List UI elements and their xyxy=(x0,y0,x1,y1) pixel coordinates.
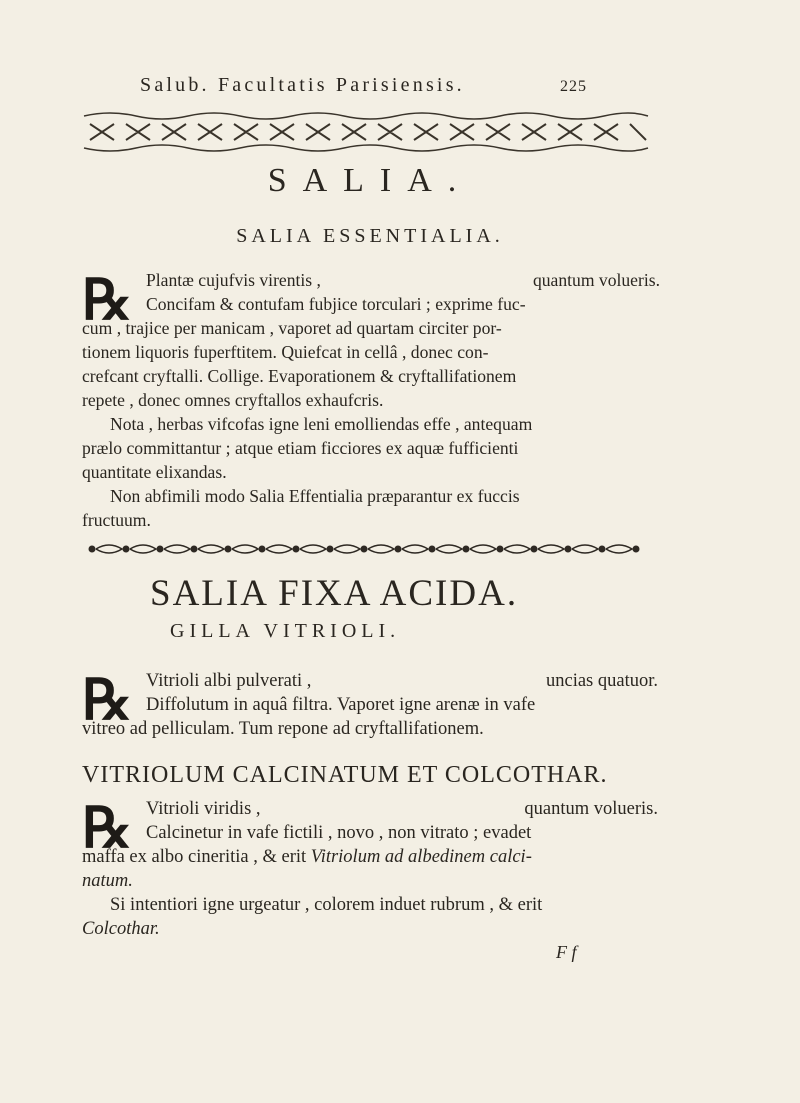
ingredient: Vitrioli viridis , xyxy=(146,799,261,819)
section-title-salia: SALIA. xyxy=(267,162,473,199)
quantity: quantum volueris. xyxy=(524,799,658,819)
section-title-salia-fixa-acida: SALIA FIXA ACIDA. xyxy=(150,573,519,614)
text-line: cum , trajice per manicam , vaporet ad quartam circiter por- xyxy=(82,318,502,338)
text-line: prælo committantur ; atque etiam ficciores ex aquæ fufficienti xyxy=(82,438,519,458)
text-line xyxy=(82,848,662,867)
section-subtitle-gilla-vitrioli: GILLA VITRIOLI. xyxy=(170,620,401,642)
flourish-divider xyxy=(82,540,654,558)
text-line: tionem liquoris fuperftitem. Quiefcat in cellâ , donec con- xyxy=(82,342,489,362)
text-line: Calcinetur in vafe fictili , novo , non vitrato ; evadet xyxy=(146,823,532,843)
text-line: Si intentiori igne urgeatur , colorem induet rubrum , & erit xyxy=(110,895,543,915)
text-line: Nota , herbas vifcofas igne leni emolliendas effe , antequam xyxy=(110,414,533,434)
italic-term: Vitriolum ad albedinem calci- xyxy=(310,847,532,867)
ingredient: Vitrioli albi pulverati , xyxy=(146,671,312,691)
text-line: Non abfimili modo Salia Effentialia præparantur ex fuccis xyxy=(110,486,520,506)
text-line xyxy=(146,800,658,819)
ornamental-headpiece xyxy=(80,110,652,154)
recipe-mark: ℞ xyxy=(82,667,133,733)
recipe-mark: ℞ xyxy=(82,267,133,333)
page-number: 225 xyxy=(560,78,587,95)
recipe-mark: ℞ xyxy=(82,795,133,861)
italic-term: natum. xyxy=(82,871,133,891)
text-line: fructuum. xyxy=(82,510,151,530)
text-line xyxy=(146,672,658,691)
text-line: vitreo ad pelliculam. Tum repone ad cryftallifationem. xyxy=(82,719,484,739)
text-run: maffa ex albo cineritia , & erit xyxy=(82,847,307,867)
text-line: Diffolutum in aquâ filtra. Vaporet igne arenæ in vafe xyxy=(146,695,536,715)
section-title-vitriolum-calcinatum: VITRIOLUM CALCINATUM ET COLCOTHAR. xyxy=(82,762,608,788)
text-line xyxy=(146,272,660,290)
text-line: crefcant cryftalli. Collige. Evaporationem & cryftallifationem xyxy=(82,366,517,386)
signature-mark: F f xyxy=(556,942,577,962)
italic-term: Colcothar. xyxy=(82,919,160,939)
text-line: quantitate elixandas. xyxy=(82,462,227,482)
running-head: Salub. Facultatis Parisiensis. xyxy=(140,74,465,96)
quantity: quantum volueris. xyxy=(532,270,660,290)
ingredient: Plantæ cujufvis virentis , xyxy=(146,270,321,290)
text-line: repete , donec omnes cryftallos exhaufcris. xyxy=(82,390,384,410)
section-subtitle-salia-essentialia: SALIA ESSENTIALIA. xyxy=(236,225,504,247)
text-line: Concifam & contufam fubjice torculari ; exprime fuc- xyxy=(146,294,526,314)
quantity: uncias quatuor. xyxy=(545,671,658,691)
